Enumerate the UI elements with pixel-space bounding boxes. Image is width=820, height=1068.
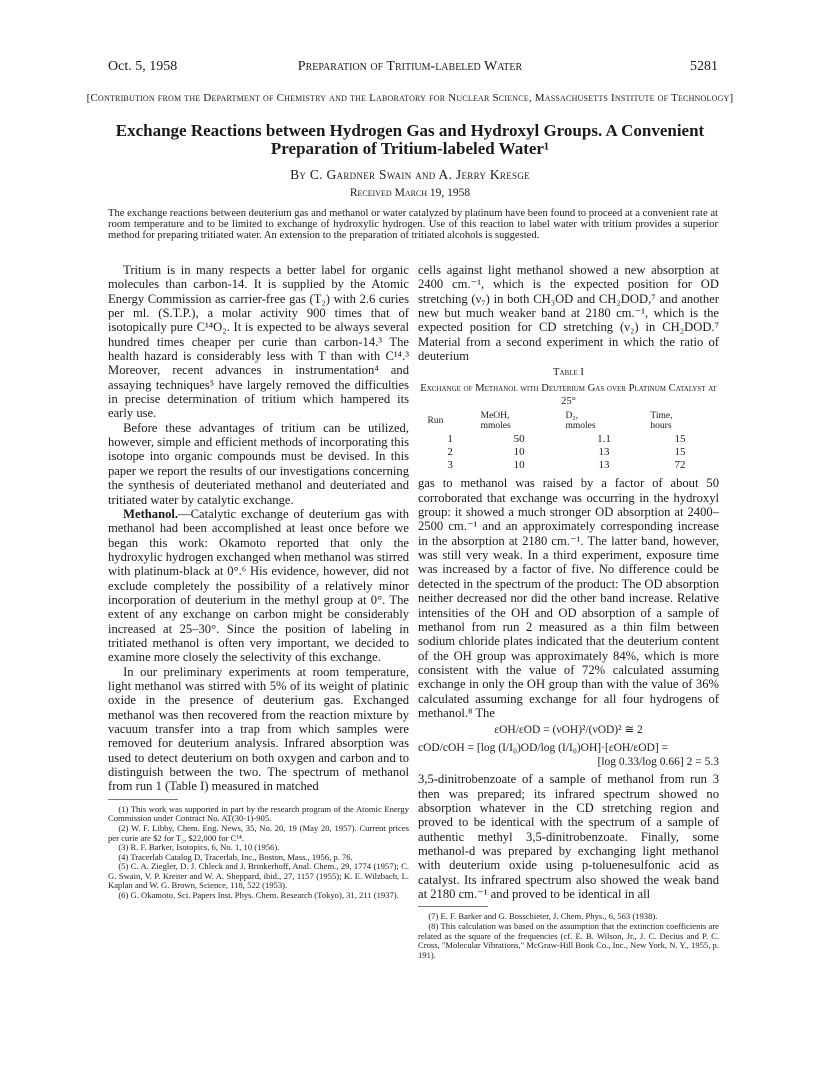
paragraph: cells against light methanol showed a new absorption at 2400 cm.⁻¹, which is the expected position for OD stretching (ν₇) in both CH₃OD and CH₂DOD,⁷ and another new but much weaker band at 2180 cm.⁻¹, which is the expected position for CD stretching (ν₂) in CH₂DOD.⁷ Material from a second experiment in which the ratio of deuterium: [418, 263, 719, 364]
table-cell: 13: [598, 459, 610, 472]
table-cell: 10: [513, 446, 525, 459]
header-date: Oct. 5, 1958: [108, 59, 178, 74]
running-title: Preparation of Tritium-labeled Water: [297, 59, 523, 74]
column-header: Time, hours: [650, 411, 673, 432]
equation-1: εOH/εOD = (νOH)²/(νOD)² ≅ 2: [494, 724, 643, 737]
authors: By C. Gardner Swain and A. Jerry Kresge: [290, 167, 530, 182]
footnote-divider: [418, 906, 488, 907]
paragraph: Before these advantages of tritium can be utilized, however, simple and efficient methods of incorporating this isotope into organic compounds must be devised. In this paper we report the results of our investigations concerning the synthesis of deuteriated methanol and deuteriated and tritiated water by catalytic exchange.: [108, 420, 409, 507]
table-cell: 2: [447, 446, 453, 459]
footnote: (2) W. F. Libby, Chem. Eng. News, 35, No. 20, 19 (May 20, 1957). Current prices per curie are $2 for T₂, $22,000 for C¹⁴.: [108, 822, 409, 843]
footnote: (1) This work was supported in part by the research program of the Atomic Energy Commission under Contract No. AT(30-1)-905.: [108, 803, 409, 824]
table-cell: 13: [598, 446, 610, 459]
table-row: [424, 433, 714, 446]
footnote: (6) G. Okamoto, Sci. Papers Inst. Phys. Chem. Research (Tokyo), 31, 211 (1937).: [118, 890, 399, 901]
table-cell: 50: [513, 433, 525, 446]
table-header-row: [424, 411, 714, 433]
table-cell: 15: [674, 446, 686, 459]
table-cell: 3: [447, 459, 453, 472]
footnote: (5) C. A. Ziegler, D. J. Chleck and J. Brinkerhoff, Anal. Chem., 29, 1774 (1957); C. G. Swain, V. P. Kreiter and W. A. Sheppard, ibid., 27, 1157 (1955); K. E. Wilzbach, L. Kaplan and W. G. Brown, Science, 118, 522 (1953).: [108, 861, 409, 891]
table-caption: Exchange of Methanol with Deuterium Gas over Platinum Catalyst at 25°: [420, 383, 717, 408]
footnote: (7) E. F. Barker and G. Bosschieter, J. Chem. Phys., 6, 563 (1938).: [428, 911, 658, 922]
column-header: D₂, mmoles: [565, 411, 596, 432]
contribution-line: [Contribution from the Department of Chemistry and the Laboratory for Nuclear Science, Massachusetts Institute of Technology]: [86, 92, 734, 104]
paragraph: gas to methanol was raised by a factor of about 50 corroborated that exchange was occurring in the hydroxyl group: it showed a much stronger OD absorption at 2400–2500 cm.⁻¹ and an approximately corresponding increase in the absorption at 2180 cm.⁻¹. The latter band, however, was still very weak. In a third experiment, exposure time was increased by a factor of five. No difference could be detected in the spectrum of the product: The OD absorption neither decreased nor did the other band increase. Relative intensities of the OH and OD absorption of a sample of methanol from run 2 measured as a thin film between sodium chloride plates indicated that the deuterium content of the OH group was approximately 84%, which is more consistent with the value of 72% calculated assuming exchange in only the OH group than with the value of 36% calculated assuming exchange for all four hydrogens of methanol.⁸ The: [418, 476, 719, 720]
paragraph: 3,5-dinitrobenzoate of a sample of methanol from run 3 then was prepared; its infrared spectrum showed no absorption whatever in the CD stretching region and proved to be identical with the spectrum of a sample of authentic methyl 3,5-dinitrobenzoate. Finally, some methanol-d was prepared by exchanging light methanol with deuterium oxide using p-toluenesulfonic acid as catalyst. Its infrared spectrum also showed the weak band at 2180 cm.⁻¹ and proved to be identical in all: [418, 772, 719, 901]
table-cell: 15: [674, 433, 686, 446]
footnote: (4) Tracerlab Catalog D, Tracerlab, Inc., Boston, Mass., 1956, p. 76.: [118, 851, 353, 862]
footnote-divider: [108, 799, 178, 800]
footnote: (3) R. F. Barker, Isotopics, 6, No. 1, 10 (1956).: [118, 842, 280, 853]
paragraph-methanol: [108, 507, 409, 665]
equation-2-line-2: [log 0.33/log 0.66] 2 = 5.3: [597, 756, 719, 769]
paragraph-text: —Catalytic exchange of deuterium gas with methanol had been accomplished at least once before we began this work: Okamoto reported that only the hydroxylic hydrogen exchanged when methanol was stirred with platinum-black at 0°.⁶ His evidence, however, did not exclude completely the possibility of a relatively minor incorporation of deuterium in the methyl group at 0°. The extent of any exchange on carbon might be considerably increased at 25–30°. Since the position of labeling in tritiated methanol is often very important, we decided to examine more closely the selectivity of this exchange.: [108, 506, 409, 665]
table-cell: 10: [513, 459, 525, 472]
right-column: [418, 263, 719, 960]
table-cell: 1.1: [597, 433, 611, 446]
received-date: Received March 19, 1958: [349, 187, 471, 199]
table-label: Table I: [553, 367, 584, 379]
paragraph: Tritium is in many respects a better label for organic molecules than carbon-14. It is supplied by the Atomic Energy Commission as carrier-free gas (T₂) with 2.6 curies per ml. (S.T.P.), a molar activity 900 times that of isotopically pure C¹⁴O₂. It is expected to be always several hundred times cheaper per curie than carbon-14.³ The health hazard is considerably less with T than with C¹⁴.³ Moreover, recent advances in instrumentation⁴ and assaying techniques⁵ have largely removed the difficulties in precise determination of tritium which hampered its early use.: [108, 263, 409, 421]
page-number: 5281: [690, 59, 718, 74]
table-row: [424, 459, 714, 472]
section-heading: Methanol.: [123, 506, 179, 521]
article-title: [40, 122, 780, 158]
title-line-1: Exchange Reactions between Hydrogen Gas and Hydroxyl Groups. A Convenient: [115, 121, 705, 140]
column-header: Run: [427, 416, 444, 427]
title-line-2: Preparation of Tritium-labeled Water¹: [270, 139, 550, 158]
equation-2-line-1: cOD/cOH = [log (I/I₀)OD/log (I/I₀)OH]·[εOH/εOD] =: [418, 742, 669, 755]
column-header: MeOH, mmoles: [480, 411, 511, 432]
table-row: [424, 446, 714, 459]
paragraph: In our preliminary experiments at room temperature, light methanol was stirred with 5% of its weight of platinic oxide in the presence of deuterium gas. Exchanged methanol was then recovered from the reaction mixture by vacuum transfer into a trap from which samples were removed for deuterium analysis. Infrared absorption was used to detect deuterium on both oxygen and carbon and to distinguish between the two. The spectrum of methanol from run 1 (Table I) measured in matched: [108, 664, 409, 794]
abstract: The exchange reactions between deuterium gas and methanol or water catalyzed by platinum have been found to proceed at a convenient rate at room temperature and to be limited to exchange of hydroxylic hydrogen. Use of this reaction to label water with tritium provides a superior method for preparing tritiated water. An extension to the preparation of tritiated alcohols is suggested.: [108, 208, 718, 242]
table-cell: 1: [447, 433, 453, 446]
footnote: (8) This calculation was based on the assumption that the extinction coefficients are related as the square of the frequencies (cf. E. B. Wilson, Jr., J. C. Decius and P. C. Cross, "Molecular Vibrations," McGraw-Hill Book Co., Inc., New York, N. Y., 1955, p. 191).: [418, 920, 719, 960]
table-cell: 72: [674, 459, 686, 472]
table-1: [424, 411, 714, 472]
left-column: [108, 263, 409, 901]
